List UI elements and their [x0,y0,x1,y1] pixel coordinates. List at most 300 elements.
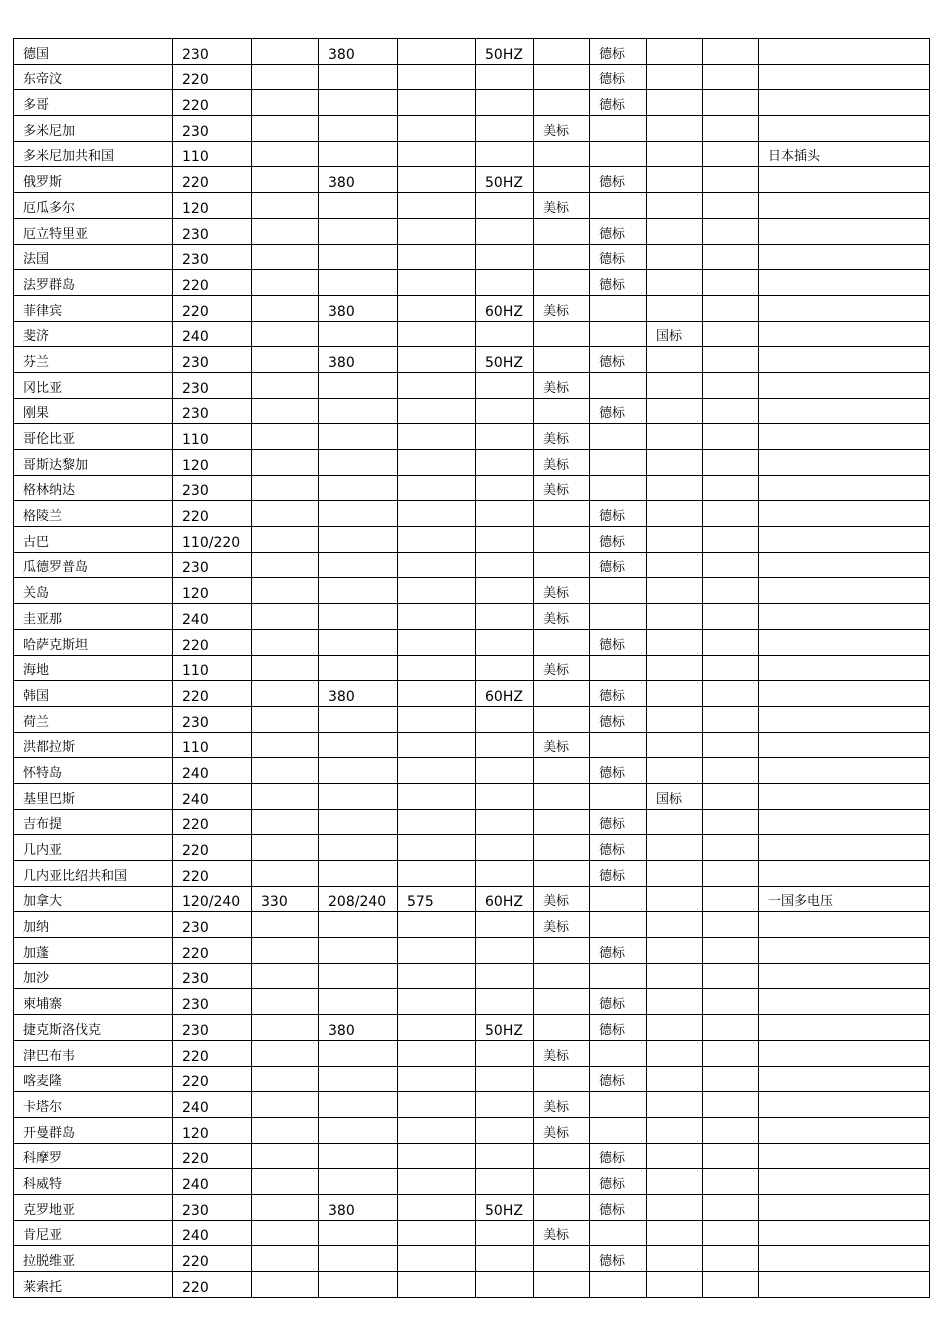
cell-frequency [476,1220,534,1246]
cell-col5 [398,655,476,681]
cell-frequency [476,604,534,630]
table-row [14,629,930,655]
cell-col3 [252,167,319,193]
cell-country: 开曼群岛 [14,1117,173,1143]
cell-plug-us [534,1143,590,1169]
cell-note [759,655,930,681]
cell-plug-us [534,835,590,861]
cell-frequency [476,732,534,758]
cell-col3 [252,1040,319,1066]
cell-note [759,1117,930,1143]
cell-three-phase-voltage [319,475,398,501]
cell-plug-de: 德标 [590,989,647,1015]
cell-voltage: 230 [173,1194,252,1220]
table-row [14,835,930,861]
cell-plug-us [534,527,590,553]
cell-col10 [703,321,759,347]
cell-voltage: 240 [173,783,252,809]
cell-frequency [476,321,534,347]
cell-col10 [703,1272,759,1298]
table-row [14,141,930,167]
cell-plug-cn [647,552,703,578]
cell-three-phase-voltage [319,90,398,116]
cell-plug-us: 美标 [534,116,590,142]
cell-plug-us [534,1194,590,1220]
cell-note: 日本插头 [759,141,930,167]
cell-plug-cn [647,1194,703,1220]
cell-plug-us: 美标 [534,450,590,476]
cell-col5 [398,141,476,167]
cell-voltage: 120 [173,450,252,476]
cell-frequency [476,1066,534,1092]
cell-plug-us: 美标 [534,1220,590,1246]
cell-col10 [703,475,759,501]
cell-plug-de: 德标 [590,629,647,655]
cell-frequency [476,783,534,809]
table-row [14,39,930,65]
cell-col10 [703,398,759,424]
cell-col5 [398,270,476,296]
cell-plug-de [590,1117,647,1143]
table-row [14,758,930,784]
cell-plug-us [534,809,590,835]
cell-voltage: 220 [173,295,252,321]
cell-col5 [398,39,476,65]
cell-frequency: 50HZ [476,1015,534,1041]
cell-frequency [476,552,534,578]
cell-col5 [398,424,476,450]
cell-country: 拉脱维亚 [14,1246,173,1272]
cell-col10 [703,501,759,527]
cell-col10 [703,552,759,578]
cell-col10 [703,39,759,65]
cell-plug-cn [647,655,703,681]
cell-plug-us [534,141,590,167]
cell-plug-us [534,1246,590,1272]
cell-country: 多哥 [14,90,173,116]
table-row [14,989,930,1015]
cell-col3 [252,912,319,938]
cell-voltage: 220 [173,938,252,964]
cell-frequency [476,809,534,835]
cell-voltage: 110/220 [173,527,252,553]
cell-frequency [476,835,534,861]
cell-plug-de [590,1040,647,1066]
cell-col5 [398,681,476,707]
table-row [14,783,930,809]
cell-plug-cn [647,1272,703,1298]
cell-voltage: 220 [173,90,252,116]
cell-frequency [476,861,534,887]
cell-three-phase-voltage [319,604,398,630]
cell-col3 [252,1194,319,1220]
cell-col3 [252,295,319,321]
cell-plug-cn [647,604,703,630]
cell-col5 [398,1117,476,1143]
table-row [14,861,930,887]
cell-col5 [398,372,476,398]
cell-col3 [252,604,319,630]
cell-col3 [252,64,319,90]
cell-plug-us [534,552,590,578]
cell-country: 荷兰 [14,706,173,732]
cell-three-phase-voltage [319,501,398,527]
cell-col5 [398,809,476,835]
cell-col10 [703,963,759,989]
table-row [14,1246,930,1272]
cell-col5 [398,475,476,501]
cell-plug-cn [647,938,703,964]
cell-col5 [398,912,476,938]
cell-three-phase-voltage [319,655,398,681]
cell-note [759,732,930,758]
cell-col10 [703,912,759,938]
cell-col5 [398,64,476,90]
cell-voltage: 240 [173,758,252,784]
cell-voltage: 120/240 [173,886,252,912]
cell-plug-cn [647,758,703,784]
cell-three-phase-voltage [319,809,398,835]
cell-note [759,475,930,501]
cell-col10 [703,295,759,321]
cell-frequency [476,578,534,604]
cell-country: 加纳 [14,912,173,938]
cell-note [759,64,930,90]
cell-col3 [252,1272,319,1298]
cell-three-phase-voltage [319,1220,398,1246]
table-row [14,681,930,707]
table-row [14,450,930,476]
cell-voltage: 120 [173,193,252,219]
cell-country: 吉布提 [14,809,173,835]
cell-plug-de: 德标 [590,938,647,964]
cell-plug-us: 美标 [534,372,590,398]
cell-plug-cn [647,39,703,65]
cell-note [759,963,930,989]
cell-col5 [398,629,476,655]
cell-three-phase-voltage [319,372,398,398]
cell-voltage: 240 [173,1220,252,1246]
cell-plug-cn [647,90,703,116]
cell-three-phase-voltage: 380 [319,39,398,65]
cell-frequency: 60HZ [476,886,534,912]
cell-plug-de: 德标 [590,218,647,244]
cell-country: 肯尼亚 [14,1220,173,1246]
cell-three-phase-voltage [319,1143,398,1169]
cell-plug-cn [647,270,703,296]
cell-note [759,218,930,244]
cell-col3 [252,1220,319,1246]
cell-plug-us [534,989,590,1015]
cell-plug-cn [647,450,703,476]
table-row [14,501,930,527]
cell-note [759,450,930,476]
cell-three-phase-voltage [319,450,398,476]
cell-voltage: 220 [173,270,252,296]
cell-plug-de: 德标 [590,1169,647,1195]
cell-voltage: 240 [173,604,252,630]
cell-voltage: 220 [173,1040,252,1066]
cell-plug-us: 美标 [534,732,590,758]
cell-plug-us [534,1272,590,1298]
cell-plug-de: 德标 [590,835,647,861]
cell-plug-cn [647,835,703,861]
cell-col10 [703,270,759,296]
cell-col3 [252,809,319,835]
table-row [14,64,930,90]
cell-voltage: 220 [173,1272,252,1298]
cell-frequency: 60HZ [476,681,534,707]
table-row [14,90,930,116]
cell-country: 加拿大 [14,886,173,912]
cell-plug-us [534,706,590,732]
cell-plug-us [534,758,590,784]
cell-plug-de [590,475,647,501]
cell-country: 格林纳达 [14,475,173,501]
table-row [14,424,930,450]
cell-plug-us [534,629,590,655]
cell-voltage: 230 [173,552,252,578]
table-row [14,372,930,398]
cell-note [759,1066,930,1092]
cell-plug-cn [647,424,703,450]
table-row [14,1143,930,1169]
cell-note [759,578,930,604]
cell-plug-de: 德标 [590,1246,647,1272]
cell-col5 [398,732,476,758]
cell-note [759,783,930,809]
table-row [14,578,930,604]
cell-col3 [252,681,319,707]
cell-plug-us [534,39,590,65]
cell-plug-us: 美标 [534,424,590,450]
cell-col5 [398,835,476,861]
cell-col5 [398,783,476,809]
table-row [14,218,930,244]
cell-plug-us: 美标 [534,912,590,938]
cell-col10 [703,347,759,373]
table-row [14,706,930,732]
cell-voltage: 230 [173,989,252,1015]
cell-col10 [703,450,759,476]
cell-country: 莱索托 [14,1272,173,1298]
cell-note [759,861,930,887]
cell-frequency: 50HZ [476,1194,534,1220]
cell-country: 韩国 [14,681,173,707]
cell-col3 [252,193,319,219]
table-row [14,1015,930,1041]
cell-note [759,295,930,321]
cell-col3 [252,39,319,65]
cell-col10 [703,1015,759,1041]
cell-country: 柬埔寨 [14,989,173,1015]
cell-col5 [398,90,476,116]
cell-frequency [476,90,534,116]
cell-country: 多米尼加共和国 [14,141,173,167]
cell-plug-de [590,912,647,938]
cell-note [759,1143,930,1169]
table-body [14,39,930,1298]
cell-plug-cn [647,1169,703,1195]
cell-col3 [252,963,319,989]
cell-voltage: 220 [173,1066,252,1092]
cell-country: 克罗地亚 [14,1194,173,1220]
cell-frequency [476,912,534,938]
cell-three-phase-voltage [319,141,398,167]
cell-frequency [476,706,534,732]
cell-plug-cn [647,886,703,912]
cell-plug-cn [647,681,703,707]
cell-plug-de: 德标 [590,527,647,553]
cell-plug-de: 德标 [590,347,647,373]
cell-country: 多米尼加 [14,116,173,142]
cell-frequency [476,655,534,681]
cell-plug-us [534,270,590,296]
cell-frequency [476,218,534,244]
cell-col10 [703,861,759,887]
cell-plug-de: 德标 [590,90,647,116]
cell-country: 卡塔尔 [14,1092,173,1118]
table-row [14,527,930,553]
cell-voltage: 230 [173,218,252,244]
cell-note [759,1220,930,1246]
cell-frequency [476,938,534,964]
cell-col3 [252,90,319,116]
cell-note [759,39,930,65]
table-row [14,1092,930,1118]
cell-plug-cn [647,167,703,193]
cell-country: 瓜德罗普岛 [14,552,173,578]
cell-col3 [252,938,319,964]
cell-plug-de: 德标 [590,1143,647,1169]
cell-plug-de [590,1092,647,1118]
cell-note [759,809,930,835]
cell-country: 关岛 [14,578,173,604]
cell-three-phase-voltage [319,1169,398,1195]
cell-plug-us [534,1015,590,1041]
cell-frequency [476,1040,534,1066]
cell-col5 [398,1040,476,1066]
cell-frequency [476,1092,534,1118]
cell-frequency [476,141,534,167]
cell-note [759,938,930,964]
cell-three-phase-voltage [319,218,398,244]
cell-plug-de: 德标 [590,501,647,527]
cell-voltage: 230 [173,398,252,424]
cell-col5: 575 [398,886,476,912]
cell-col5 [398,963,476,989]
cell-frequency [476,989,534,1015]
cell-col10 [703,783,759,809]
cell-plug-us [534,321,590,347]
cell-voltage: 220 [173,1143,252,1169]
cell-three-phase-voltage [319,758,398,784]
cell-frequency [476,398,534,424]
cell-col3 [252,835,319,861]
cell-plug-de: 德标 [590,681,647,707]
cell-plug-us [534,167,590,193]
cell-plug-cn [647,501,703,527]
cell-frequency [476,1169,534,1195]
cell-plug-de [590,732,647,758]
cell-plug-us [534,398,590,424]
cell-country: 洪都拉斯 [14,732,173,758]
cell-col10 [703,372,759,398]
cell-col10 [703,90,759,116]
cell-voltage: 220 [173,681,252,707]
cell-col3 [252,475,319,501]
cell-plug-de [590,372,647,398]
cell-plug-de [590,886,647,912]
cell-col5 [398,527,476,553]
cell-plug-cn [647,372,703,398]
cell-voltage: 110 [173,141,252,167]
cell-col10 [703,116,759,142]
cell-col3 [252,578,319,604]
cell-plug-cn [647,629,703,655]
cell-col10 [703,1220,759,1246]
cell-col3 [252,321,319,347]
cell-country: 芬兰 [14,347,173,373]
cell-plug-de: 德标 [590,758,647,784]
cell-voltage: 220 [173,629,252,655]
cell-plug-us [534,938,590,964]
cell-three-phase-voltage [319,1117,398,1143]
cell-plug-cn [647,1066,703,1092]
table-row [14,347,930,373]
cell-voltage: 110 [173,655,252,681]
cell-three-phase-voltage [319,321,398,347]
cell-col10 [703,244,759,270]
cell-plug-cn [647,706,703,732]
cell-col3 [252,501,319,527]
cell-col5 [398,1246,476,1272]
cell-frequency [476,1143,534,1169]
cell-plug-us: 美标 [534,578,590,604]
cell-col3 [252,372,319,398]
cell-plug-de: 德标 [590,398,647,424]
cell-note [759,501,930,527]
cell-plug-us [534,501,590,527]
table-row [14,1220,930,1246]
cell-col3 [252,861,319,887]
table-row [14,321,930,347]
cell-country: 法国 [14,244,173,270]
table-row [14,475,930,501]
cell-col5 [398,938,476,964]
cell-frequency [476,64,534,90]
cell-voltage: 230 [173,116,252,142]
cell-frequency [476,527,534,553]
cell-note [759,321,930,347]
cell-plug-de: 德标 [590,167,647,193]
cell-plug-cn [647,1143,703,1169]
cell-col10 [703,193,759,219]
cell-plug-de [590,963,647,989]
cell-plug-cn [647,963,703,989]
cell-country: 加蓬 [14,938,173,964]
cell-col5 [398,295,476,321]
cell-col10 [703,1194,759,1220]
cell-col10 [703,141,759,167]
cell-three-phase-voltage: 380 [319,1015,398,1041]
cell-plug-us: 美标 [534,295,590,321]
cell-plug-us [534,1066,590,1092]
cell-col5 [398,1169,476,1195]
cell-plug-us [534,218,590,244]
cell-col10 [703,989,759,1015]
cell-country: 俄罗斯 [14,167,173,193]
